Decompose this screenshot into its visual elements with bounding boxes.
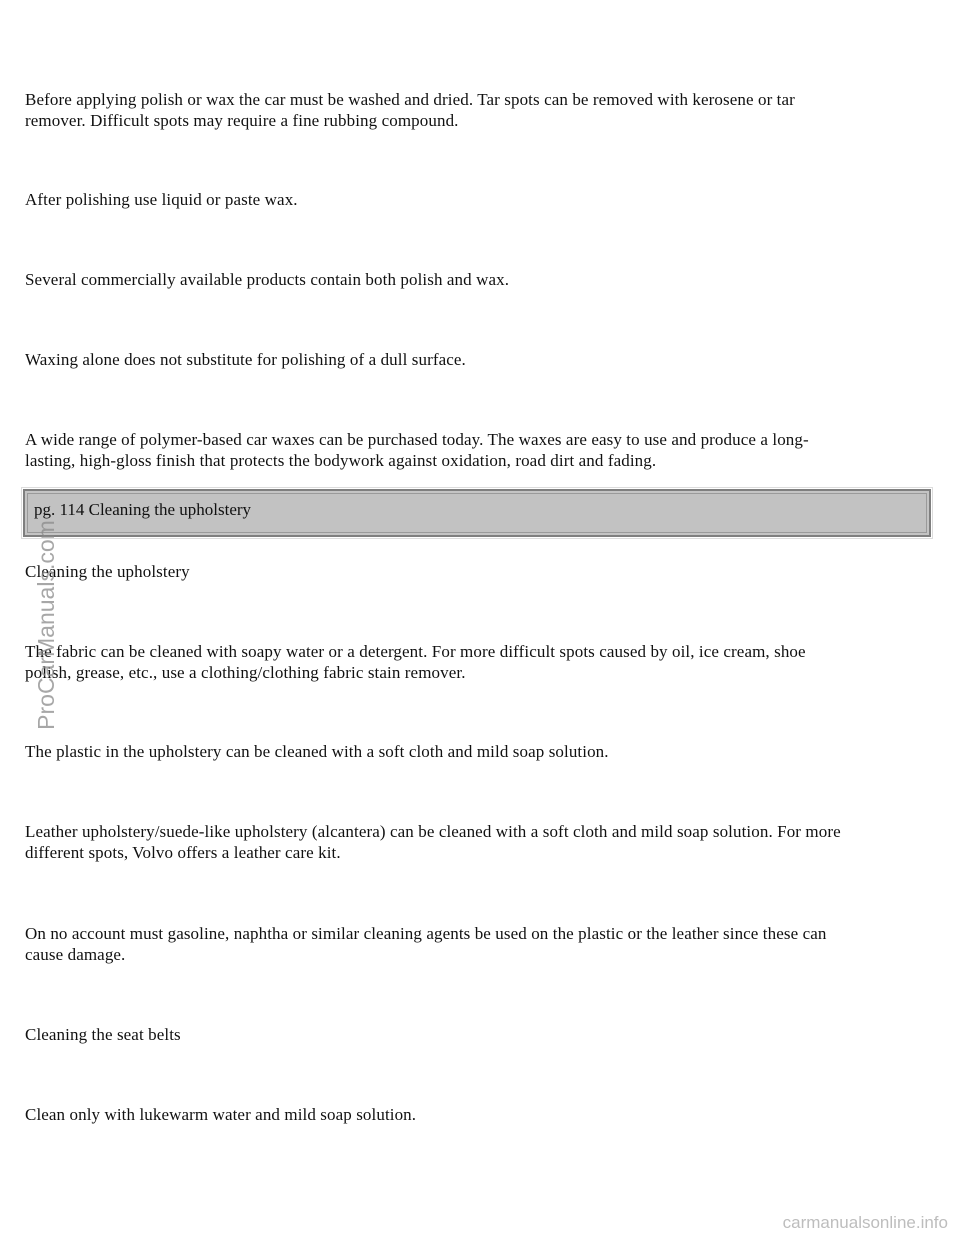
watermark-procarmanuals: ProCarManuals.com	[33, 520, 59, 730]
paragraph-after-polishing: After polishing use liquid or paste wax.	[25, 190, 298, 209]
paragraph-leather-cleaning: Leather upholstery/suede-like upholstery (alcantera) can be cleaned with a soft cloth and mild soap solution. For more different spots, Volvo offers a leather care kit.	[25, 822, 841, 862]
section-header-bar	[23, 489, 931, 537]
watermark-carmanualsonline: carmanualsonline.info	[782, 1213, 948, 1232]
heading-cleaning-seat-belts: Cleaning the seat belts	[25, 1025, 181, 1044]
section-header-inner	[27, 493, 927, 533]
paragraph-fabric-cleaning: The fabric can be cleaned with soapy water or a detergent. For more difficult spots caused by oil, ice cream, shoe polish, grease, etc., use a clothing/clothing fabric stain remover.	[25, 642, 806, 682]
paragraph-polish-and-wax-products: Several commercially available products contain both polish and wax.	[25, 270, 510, 289]
paragraph-seat-belt-cleaning: Clean only with lukewarm water and mild soap solution.	[25, 1105, 417, 1124]
paragraph-polish-prep: Before applying polish or wax the car must be washed and dried. Tar spots can be removed with kerosene or tar remover. Difficult spots may require a fine rubbing compound.	[25, 90, 795, 130]
heading-cleaning-upholstery: Cleaning the upholstery	[25, 562, 190, 581]
paragraph-waxing-alone: Waxing alone does not substitute for polishing of a dull surface.	[25, 350, 466, 369]
paragraph-polymer-waxes: A wide range of polymer-based car waxes can be purchased today. The waxes are easy to use and produce a long- lasting, high-gloss finish that protects the bodywork against oxidation, road dirt and fading.	[25, 430, 809, 470]
paragraph-no-gasoline-warning: On no account must gasoline, naphtha or similar cleaning agents be used on the plastic or the leather since these can cause damage.	[25, 924, 827, 964]
section-header-label: pg. 114 Cleaning the upholstery	[34, 500, 252, 519]
paragraph-plastic-cleaning: The plastic in the upholstery can be cleaned with a soft cloth and mild soap solution.	[25, 742, 609, 761]
